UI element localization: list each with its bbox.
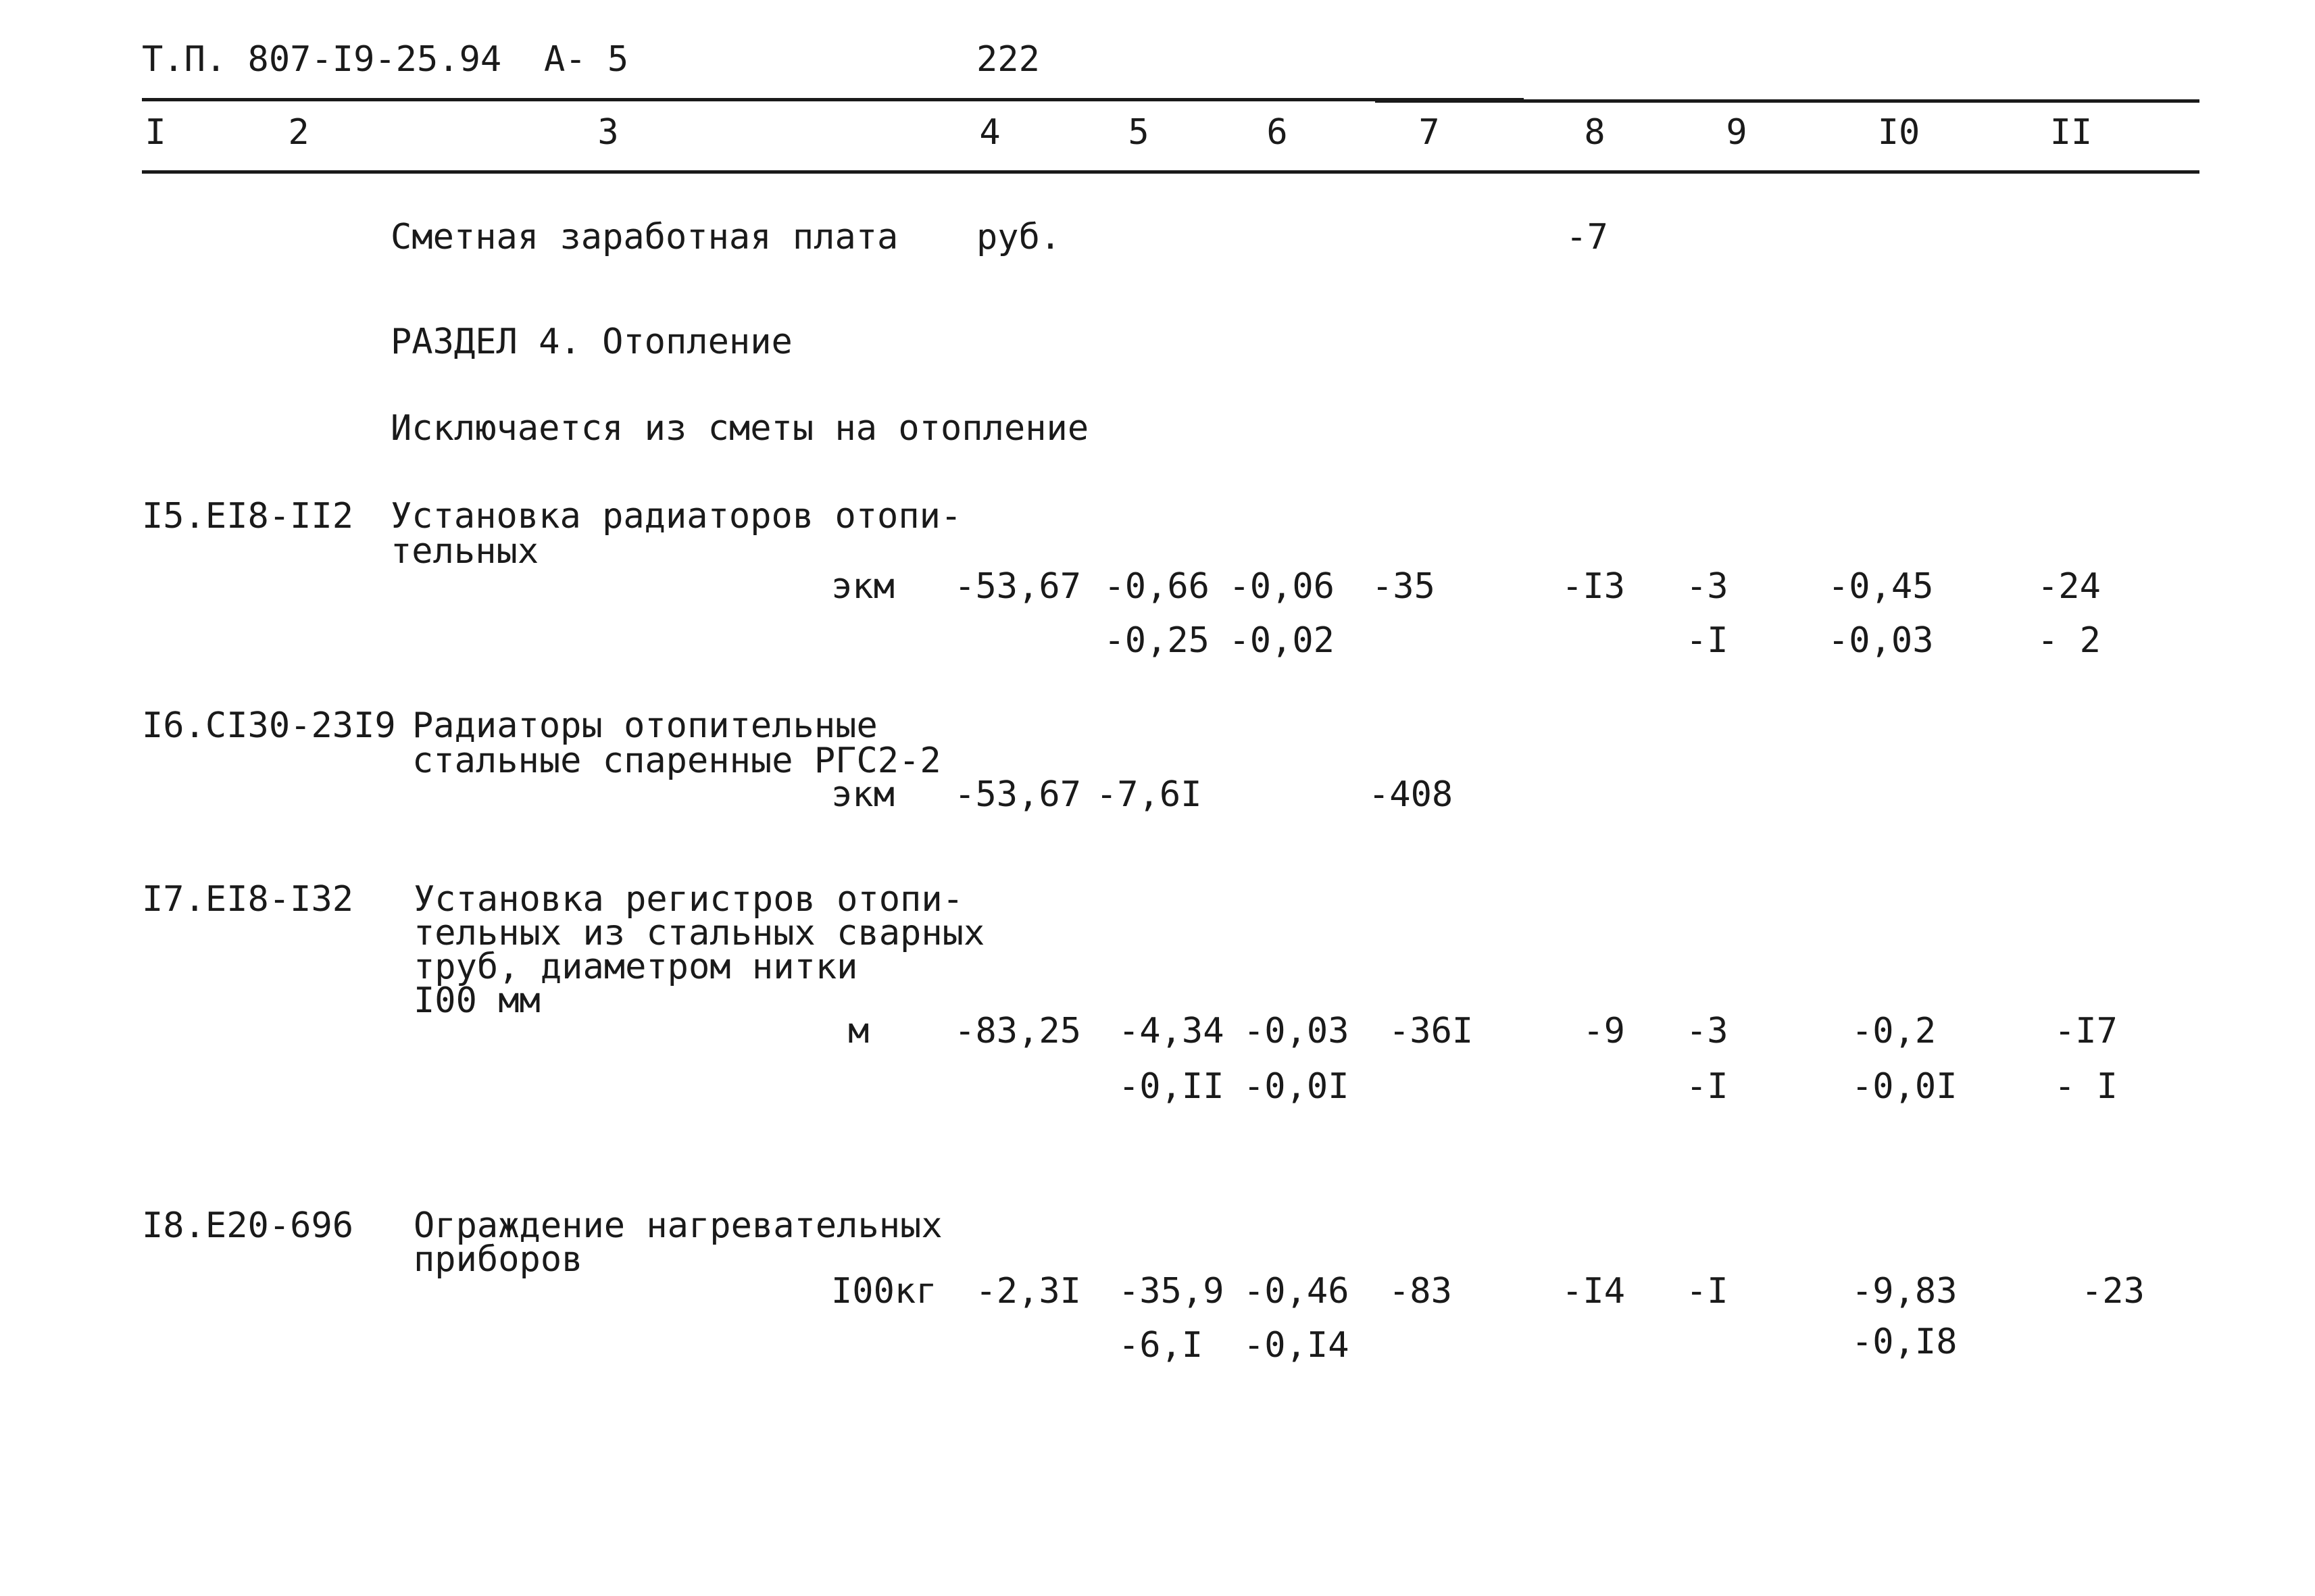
wage-unit: руб. xyxy=(976,217,1062,257)
row-unit: м xyxy=(848,1011,870,1051)
album-number: А- 5 xyxy=(544,39,629,80)
row-unit: экм xyxy=(831,566,895,607)
col-header-6: 6 xyxy=(1266,112,1288,153)
row-col10: -0,2 xyxy=(1851,1011,1937,1051)
row-col5: -7,6I xyxy=(1096,774,1202,815)
row-col11: - I xyxy=(2054,1066,2118,1107)
col-header-3: 3 xyxy=(597,112,619,153)
row-col11: - 2 xyxy=(2037,620,2101,661)
row-col9: -I xyxy=(1686,1066,1728,1107)
row-col8: -9 xyxy=(1583,1011,1625,1051)
row-col9: -3 xyxy=(1686,566,1728,607)
row-col4: -83,25 xyxy=(954,1011,1081,1051)
row-description-line: тельных xyxy=(391,531,539,572)
row-description-line: труб, диаметром нитки xyxy=(414,947,858,987)
col-header-2: 2 xyxy=(288,112,309,153)
row-col8: -I4 xyxy=(1562,1271,1625,1312)
row-description-line: Радиаторы отопительные xyxy=(412,705,878,746)
col-header-4: 4 xyxy=(979,112,1001,153)
row-col4: -53,67 xyxy=(954,566,1081,607)
row-description-line: приборов xyxy=(414,1239,583,1280)
row-col10: -0,0I xyxy=(1851,1066,1958,1107)
row-description-line: I00 мм xyxy=(414,980,541,1021)
row-col8: -I3 xyxy=(1562,566,1625,607)
row-col5: -0,66 xyxy=(1103,566,1210,607)
row-col6: -0,06 xyxy=(1228,566,1335,607)
col-header-5: 5 xyxy=(1128,112,1149,153)
row-col11: -23 xyxy=(2081,1271,2145,1312)
page-number: 222 xyxy=(976,39,1040,80)
row-col9: -I xyxy=(1686,620,1728,661)
row-description-line: Ограждение нагревательных xyxy=(414,1205,943,1246)
row-col4: -2,3I xyxy=(975,1271,1081,1312)
col-header-11: II xyxy=(2049,112,2093,153)
row-col6: -0,0I xyxy=(1243,1066,1349,1107)
col-header-9: 9 xyxy=(1726,112,1747,153)
row-col7: -408 xyxy=(1368,774,1453,815)
wage-label: Сметная заработная плата xyxy=(391,217,899,257)
row-col6: -0,46 xyxy=(1243,1271,1349,1312)
row-code: I8.E20-696 xyxy=(142,1205,354,1246)
row-col11: -24 xyxy=(2037,566,2101,607)
header-top-rule-right xyxy=(1375,99,2199,103)
row-col10: -0,I8 xyxy=(1851,1322,1958,1362)
header-bottom-rule xyxy=(142,170,2199,174)
row-col5: -4,34 xyxy=(1118,1011,1224,1051)
row-description-line: Установка регистров отопи- xyxy=(414,879,964,920)
document-code: Т.П. 807-I9-25.94 xyxy=(142,39,502,80)
row-description-line: Установка радиаторов отопи- xyxy=(391,496,962,537)
row-col5: -6,I xyxy=(1118,1325,1203,1366)
row-col7: -35 xyxy=(1372,566,1435,607)
col-header-8: 8 xyxy=(1584,112,1605,153)
row-col5: -0,25 xyxy=(1103,620,1210,661)
row-col6: -0,02 xyxy=(1228,620,1335,661)
row-col9: -3 xyxy=(1686,1011,1728,1051)
row-col7: -83 xyxy=(1389,1271,1452,1312)
row-code: I7.EI8-I32 xyxy=(142,879,354,920)
row-description-line: тельных из стальных сварных xyxy=(414,913,985,953)
section-title: РАЗДЕЛ 4. Отопление xyxy=(391,322,793,362)
col-header-7: 7 xyxy=(1418,112,1440,153)
row-col10: -0,03 xyxy=(1828,620,1934,661)
row-code: I5.EI8-II2 xyxy=(142,496,354,537)
col-header-10: I0 xyxy=(1877,112,1920,153)
row-col10: -0,45 xyxy=(1828,566,1934,607)
excluded-note: Исключается из сметы на отопление xyxy=(391,408,1089,449)
row-col4: -53,67 xyxy=(954,774,1081,815)
row-unit: I00кг xyxy=(831,1271,937,1312)
row-unit: экм xyxy=(831,774,895,815)
row-description-line: стальные спаренные РГС2-2 xyxy=(412,741,941,781)
row-code: I6.CI30-23I9 xyxy=(142,705,396,746)
wage-col8-value: -7 xyxy=(1566,217,1608,257)
row-col6: -0,I4 xyxy=(1243,1325,1349,1366)
row-col9: -I xyxy=(1686,1271,1728,1312)
row-col5: -35,9 xyxy=(1118,1271,1224,1312)
col-header-1: I xyxy=(145,112,166,153)
row-col6: -0,03 xyxy=(1243,1011,1349,1051)
row-col10: -9,83 xyxy=(1851,1271,1958,1312)
row-col7: -36I xyxy=(1389,1011,1474,1051)
header-top-rule-left xyxy=(142,98,1524,101)
row-col11: -I7 xyxy=(2054,1011,2118,1051)
row-col5: -0,II xyxy=(1118,1066,1224,1107)
